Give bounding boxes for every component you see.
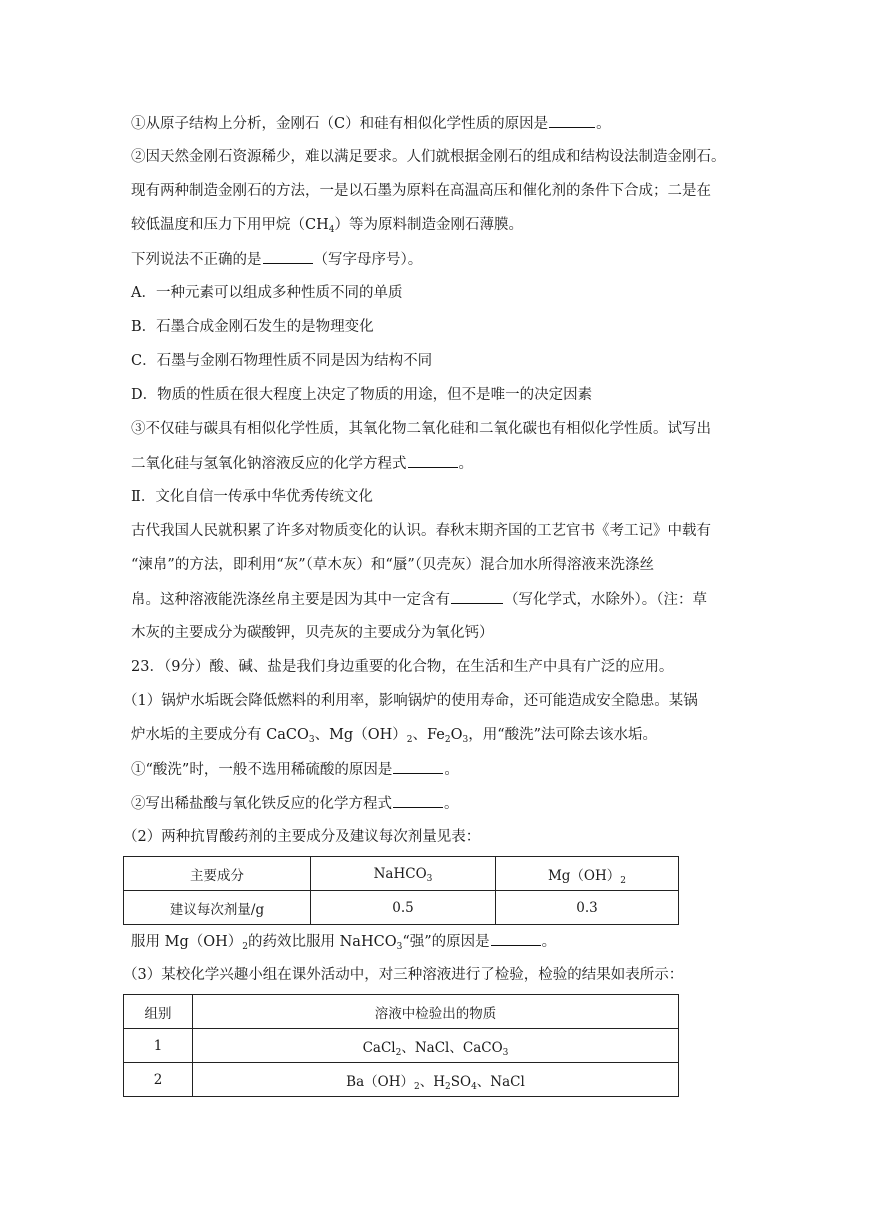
text: （写字母序号）。 — [313, 252, 423, 268]
table-cell — [193, 1029, 679, 1063]
table-cell: 0.3 — [496, 891, 679, 925]
text-line: （2）两种抗胃酸药剂的主要成分及建议每次剂量见表： — [123, 829, 481, 845]
subscript: 3 — [396, 942, 403, 952]
text: （写化学式，水除外）。（注：草 — [504, 592, 707, 608]
text: 二氧化硅与氢氧化钠溶液反应的化学方程式 — [131, 456, 407, 472]
table-cell: 主要成分 — [124, 857, 311, 891]
text: 较低温度和压力下用甲烷（CH — [131, 217, 329, 233]
text: 。 — [541, 934, 557, 950]
answer-blank — [408, 453, 458, 468]
text: 。 — [444, 762, 459, 778]
table-cell: 溶液中检验出的物质 — [193, 995, 679, 1029]
text-line: 现有两种制造金刚石的方法，一是以石墨为原料在高温高压和催化剂的条件下合成；二是在 — [131, 183, 711, 199]
subscript: 3 — [462, 735, 469, 745]
text-line — [131, 215, 523, 235]
text: SO — [450, 1073, 472, 1090]
text: “强”的原因是 — [402, 934, 490, 950]
question-heading: 23．（9分）酸、碱、盐是我们身边重要的化合物，在生活和生产中具有广泛的应用。 — [131, 659, 674, 675]
subscript: 2 — [395, 1047, 402, 1058]
subscript: 2 — [444, 735, 451, 745]
text: 下列说法不正确的是 — [131, 252, 262, 268]
text: ，用“酸洗”法可除去该水垢。 — [468, 727, 658, 743]
table-header-row — [124, 995, 679, 1029]
text: ①“酸洗”时，一般不选用稀硫酸的原因是 — [131, 762, 393, 778]
text: 、Fe — [412, 727, 445, 743]
table-row — [124, 1063, 679, 1097]
text: O — [450, 727, 463, 743]
text: 。 — [444, 796, 459, 812]
subscript: 2 — [445, 1081, 451, 1092]
text-line — [131, 931, 556, 952]
text-line: “湅帛”的方法，即利用“灰”（草木灰）和“蜃”（贝壳灰）混合加水所得溶液来洗涤丝 — [131, 557, 654, 573]
table-cell: 组别 — [124, 995, 193, 1029]
text: Mg（OH） — [547, 867, 621, 884]
text: ②写出稀盐酸与氧化铁反应的化学方程式 — [131, 796, 392, 812]
answer-blank — [393, 759, 443, 774]
text: 、Mg（OH） — [314, 727, 407, 743]
text: 服用 Mg（OH） — [131, 934, 243, 950]
text: ①从原子结构上分析，金刚石（C）和硅有相似化学性质的原因是 — [131, 116, 549, 132]
text-line: 木灰的主要成分为碳酸钾，贝壳灰的主要成分为氧化钙） — [131, 625, 494, 641]
text-line — [131, 249, 422, 270]
answer-blank — [491, 931, 541, 946]
subscript: 2 — [620, 875, 627, 886]
table-cell: 1 — [124, 1029, 193, 1063]
table-cell: 2 — [124, 1063, 193, 1097]
text-line — [131, 113, 611, 134]
option-a: A．一种元素可以组成多种性质不同的单质 — [131, 285, 403, 301]
text-line — [131, 589, 707, 610]
answer-blank — [451, 589, 503, 604]
subscript: 3 — [426, 873, 433, 884]
dosage-table — [123, 856, 679, 925]
section-heading: Ⅱ．文化自信一传承中华优秀传统文化 — [131, 489, 373, 505]
table-row — [124, 857, 679, 891]
option-c: C．石墨与金刚石物理性质不同是因为结构不同 — [131, 353, 433, 369]
table-cell — [496, 857, 679, 891]
text-line: （3）某校化学兴趣小组在课外活动中，对三种溶液进行了检验，检验的结果如表所示： — [123, 967, 684, 983]
option-d: D．物质的性质在很大程度上决定了物质的用途，但不是唯一的决定因素 — [131, 387, 593, 403]
text: 、H — [419, 1073, 445, 1090]
text-line — [131, 453, 473, 474]
subscript: 2 — [413, 1081, 420, 1092]
text: 炉水垢的主要成分有 CaCO — [131, 727, 309, 743]
text: ）等为原料制造金刚石薄膜。 — [334, 217, 523, 233]
table-cell — [311, 857, 496, 891]
answer-blank — [549, 113, 595, 128]
table-cell: 0.5 — [311, 891, 496, 925]
answer-blank — [263, 249, 313, 264]
text: 。 — [596, 116, 611, 132]
text-line: ③不仅硅与碳具有相似化学性质，其氧化物二氧化硅和二氧化碳也有相似化学性质。试写出 — [131, 421, 711, 437]
text: 。 — [458, 456, 473, 472]
text-line — [131, 725, 657, 745]
text: 帛。这种溶液能洗涤丝帛主要是因为其中一定含有 — [131, 592, 450, 608]
text: NaHCO — [373, 865, 427, 882]
table-cell — [193, 1063, 679, 1097]
text: 的药效比服用 NaHCO — [248, 934, 397, 950]
text-line: ②因天然金刚石资源稀少，难以满足要求。人们就根据金刚石的组成和结构设法制造金刚石。 — [131, 149, 726, 165]
text-line — [131, 793, 459, 814]
text: 、NaCl、CaCO — [401, 1039, 503, 1056]
subscript: 3 — [502, 1047, 509, 1058]
text-line — [131, 759, 459, 780]
subscript: 3 — [308, 735, 315, 745]
text-line: （1）锅炉水垢既会降低燃料的利用率，影响锅炉的使用寿命，还可能造成安全隐患。某锅 — [123, 693, 698, 709]
text: 、NaCl — [476, 1073, 525, 1090]
subscript: 2 — [242, 942, 249, 952]
text: Ba（OH） — [346, 1073, 414, 1090]
test-results-table — [123, 994, 679, 1097]
subscript: 2 — [406, 735, 413, 745]
table-row — [124, 891, 679, 925]
option-b: B．石墨合成金刚石发生的是物理变化 — [131, 319, 374, 335]
subscript: 4 — [471, 1081, 477, 1092]
table-cell: 建议每次剂量/g — [124, 891, 311, 925]
text-line: 古代我国人民就积累了许多对物质变化的认识。春秋末期齐国的工艺官书《考工记》中载有 — [131, 523, 711, 539]
text: CaCl — [362, 1039, 396, 1056]
answer-blank — [393, 793, 443, 808]
subscript: 4 — [328, 225, 335, 235]
table-row — [124, 1029, 679, 1063]
